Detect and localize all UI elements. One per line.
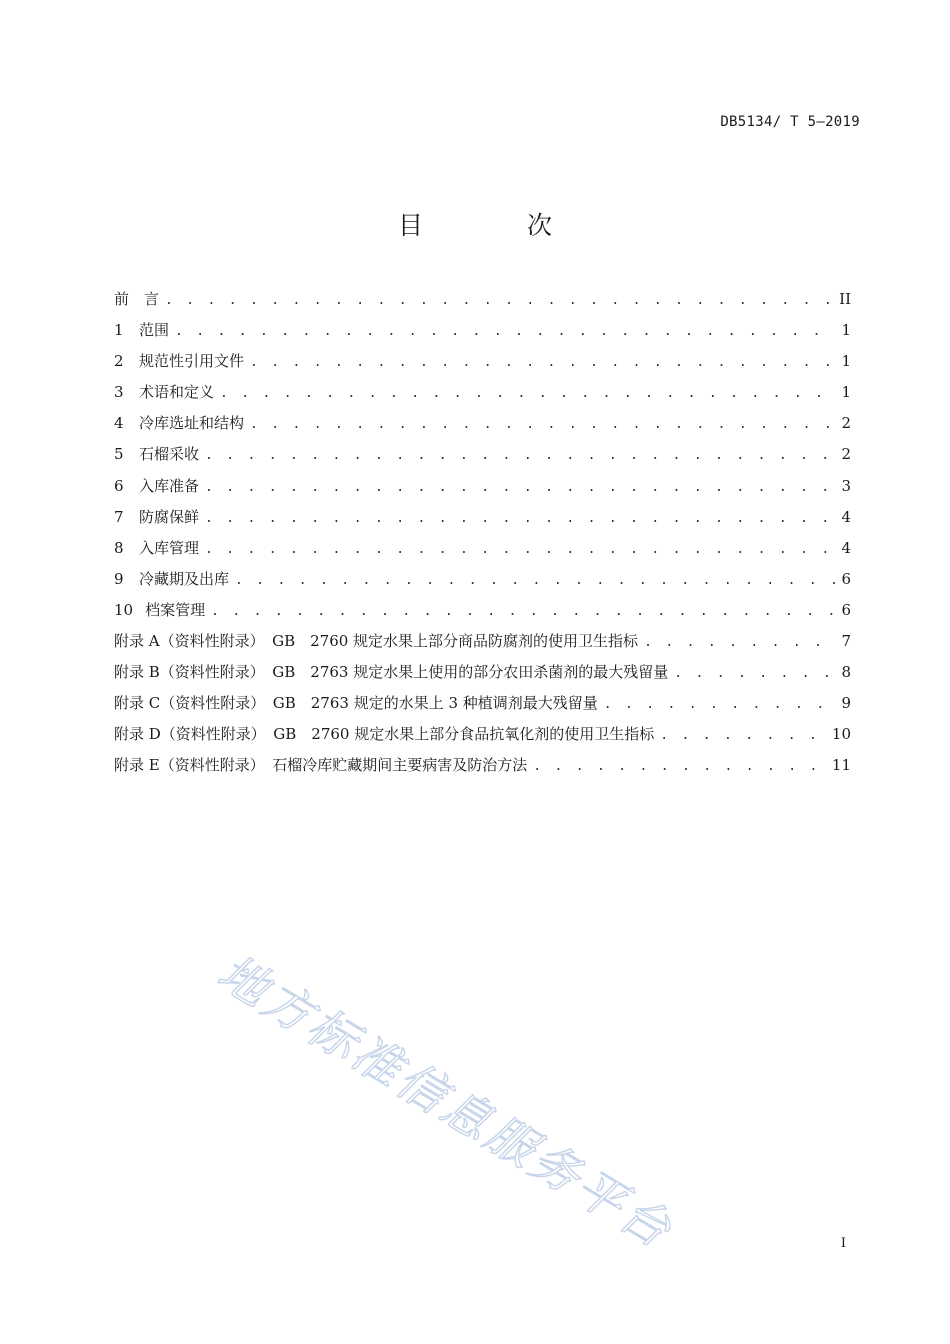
toc-page-number: 6 [841, 569, 851, 588]
toc-label: 附录 D（资料性附录） GB 2760 规定水果上部分食品抗氧化剂的使用卫生指标 [114, 725, 655, 744]
toc-entry-4[interactable] [114, 409, 851, 440]
toc-label: 冷库选址和结构 [139, 414, 245, 433]
toc-leader-dots [175, 318, 835, 346]
toc-label: 档案管理 [145, 600, 206, 619]
toc-number: 1 [114, 321, 124, 340]
toc-label: 附录 A（资料性附录） GB 2760 规定水果上部分商品防腐剂的使用卫生指标 [114, 632, 639, 651]
toc-leader-dots [205, 505, 835, 533]
toc-page-number: 8 [841, 663, 851, 682]
toc-label: 石榴采收 [139, 445, 200, 464]
toc-leader-dots [211, 598, 835, 626]
toc-number: 5 [114, 445, 124, 464]
toc-leader-dots [604, 691, 835, 719]
toc-page-number: 1 [841, 321, 851, 340]
toc-leader-dots [674, 660, 835, 688]
toc-page-number: 1 [841, 383, 851, 402]
toc-page-number: 10 [831, 725, 851, 744]
toc-leader-dots [250, 411, 835, 439]
toc-page-number: 4 [841, 507, 851, 526]
toc-entry-1[interactable] [114, 316, 851, 347]
toc-number: 10 [114, 600, 134, 619]
toc-leader-dots [235, 567, 835, 595]
toc-leader-dots [220, 380, 835, 408]
toc-label: 附录 E（资料性附录） 石榴冷库贮藏期间主要病害及防治方法 [114, 756, 528, 775]
toc-label: 防腐保鲜 [139, 507, 200, 526]
toc-number: 9 [114, 569, 124, 588]
toc-number: 2 [114, 352, 124, 371]
toc-number: 7 [114, 507, 124, 526]
toc-label: 冷藏期及出库 [139, 569, 230, 588]
page-title: 目 次 [398, 211, 600, 240]
toc-label: 范围 [139, 321, 170, 340]
toc-entry-5[interactable] [114, 440, 851, 471]
toc-page-number: 1 [841, 352, 851, 371]
standard-code: DB5134/ T 5—2019 [720, 114, 860, 130]
toc-entry-3[interactable] [114, 378, 851, 409]
toc-entry-10[interactable] [114, 596, 851, 627]
toc-leader-dots [165, 287, 833, 315]
toc-leader-dots [250, 349, 835, 377]
toc-entry-2[interactable] [114, 347, 851, 378]
toc-page-number: 7 [841, 632, 851, 651]
toc-entry-6[interactable] [114, 472, 851, 503]
toc-page-number: II [839, 290, 851, 308]
toc-label: 术语和定义 [139, 383, 215, 402]
toc-label: 前 言 [114, 290, 160, 308]
toc-number: 6 [114, 476, 124, 495]
toc-leader-dots [205, 474, 835, 502]
table-of-contents [114, 285, 851, 783]
toc-leader-dots [205, 442, 835, 470]
toc-entry-appendix-b[interactable] [114, 658, 851, 689]
toc-entry-appendix-c[interactable] [114, 689, 851, 720]
toc-page-number: 2 [841, 414, 851, 433]
toc-page-number: 2 [841, 445, 851, 464]
toc-number: 8 [114, 538, 124, 557]
toc-number: 4 [114, 414, 124, 433]
toc-label: 附录 C（资料性附录） GB 2763 规定的水果上 3 种植调剂最大残留量 [114, 694, 598, 713]
toc-label: 附录 B（资料性附录） GB 2763 规定水果上使用的部分农田杀菌剂的最大残留量 [114, 663, 669, 682]
toc-page-number: 9 [841, 694, 851, 713]
toc-entry-appendix-a[interactable] [114, 627, 851, 658]
toc-page-number: 3 [841, 476, 851, 495]
toc-leader-dots [644, 629, 835, 657]
toc-page-number: 11 [831, 756, 851, 775]
toc-entry-foreword[interactable] [114, 285, 851, 316]
toc-label: 规范性引用文件 [139, 352, 245, 371]
page-number: I [840, 1236, 846, 1251]
toc-leader-dots [205, 536, 835, 564]
toc-entry-8[interactable] [114, 534, 851, 565]
toc-entry-appendix-e[interactable] [114, 751, 851, 782]
toc-page-number: 6 [841, 600, 851, 619]
toc-entry-7[interactable] [114, 503, 851, 534]
toc-label: 入库管理 [139, 538, 200, 557]
toc-page-number: 4 [841, 538, 851, 557]
toc-entry-appendix-d[interactable] [114, 720, 851, 751]
watermark: 地方标准信息服务平台 [208, 944, 683, 1261]
toc-label: 入库准备 [139, 476, 200, 495]
toc-entry-9[interactable] [114, 565, 851, 596]
toc-leader-dots [533, 753, 826, 781]
toc-number: 3 [114, 383, 124, 402]
toc-leader-dots [660, 722, 826, 750]
